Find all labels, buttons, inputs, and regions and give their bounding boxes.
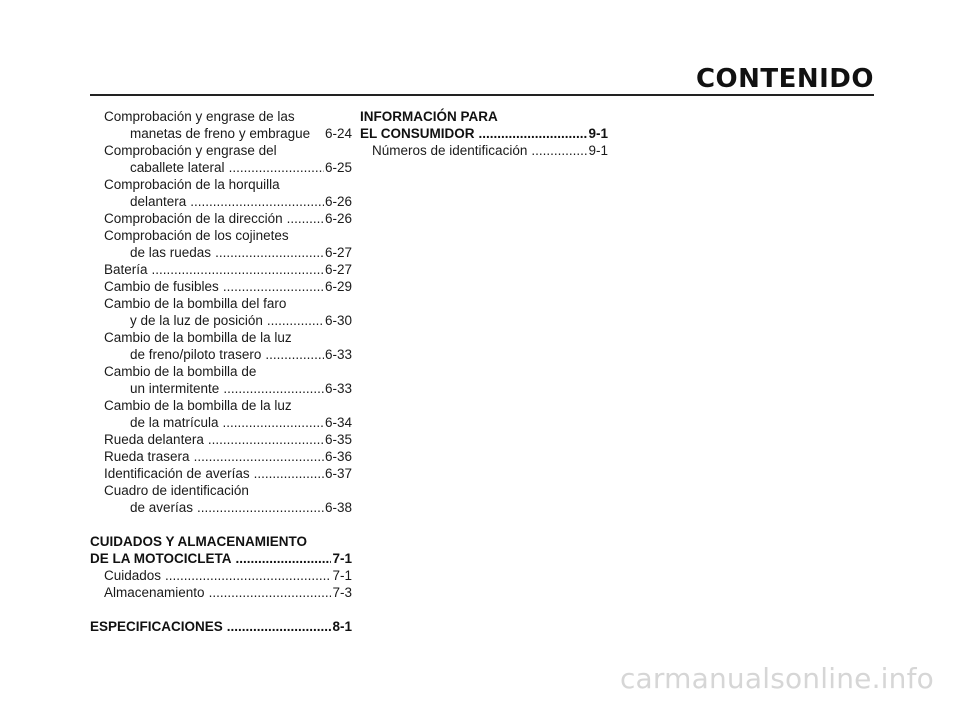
toc-leader-dots: [208, 431, 324, 448]
toc-page-number: 6-36: [324, 449, 352, 464]
toc-entry-comprobacion-de-la-direccion[interactable]: [90, 210, 352, 227]
toc-entry-text: Cambio de la bombilla de: [104, 364, 257, 379]
toc-entry-rueda-trasera[interactable]: [90, 448, 352, 465]
toc-entry-text: Comprobación de los cojinetes: [104, 228, 289, 243]
toc-entry-el-consumidor[interactable]: [360, 125, 608, 142]
toc-entry-y-de-la-luz-de-posicion[interactable]: [90, 312, 352, 329]
toc-leader-dots: [223, 278, 324, 295]
toc-entry-de-la-matricula[interactable]: [90, 414, 352, 431]
page-title: CONTENIDO: [695, 64, 874, 94]
toc-entry-label: y de la luz de posición: [130, 313, 263, 328]
toc-entry-label: caballete lateral: [130, 160, 225, 175]
toc-leader-dots: [479, 125, 588, 142]
toc-entry-label: Comprobación de la dirección: [104, 211, 283, 226]
toc-entry-de-averias[interactable]: [90, 499, 352, 516]
toc-entry-bateria[interactable]: [90, 261, 352, 278]
toc-entry-label: DE LA MOTOCICLETA: [90, 551, 232, 566]
toc-page-number: 6-37: [324, 466, 352, 481]
toc-page-number: 7-1: [332, 551, 352, 566]
toc-entry-label: de la matrícula: [130, 415, 219, 430]
toc-page-number: 6-35: [324, 432, 352, 447]
toc-leader-dots: [190, 193, 324, 210]
toc-entry-text: Comprobación de la horquilla: [104, 177, 280, 192]
toc-leader-dots: [215, 244, 324, 261]
section-gap: [90, 516, 352, 533]
toc-entry-almacenamiento[interactable]: [90, 584, 352, 601]
toc-page-number: 7-3: [332, 585, 352, 600]
toc-page-number: 9-1: [588, 126, 608, 141]
toc-entry-label: Almacenamiento: [104, 585, 205, 600]
toc-entry-label: Rueda delantera: [104, 432, 204, 447]
toc-entry-caballete-lateral[interactable]: [90, 159, 352, 176]
toc-page-number: 6-27: [324, 245, 352, 260]
toc-leader-dots: [531, 142, 587, 159]
toc-entry-label: de freno/piloto trasero: [130, 347, 262, 362]
toc-entry-label: manetas de freno y embrague: [130, 126, 311, 141]
toc-leader-dots: [152, 261, 324, 278]
toc-leader-dots: [194, 448, 324, 465]
toc-entry-un-intermitente[interactable]: [90, 380, 352, 397]
toc-leader-dots: [223, 414, 324, 431]
toc-entry-de-freno-piloto-trasero[interactable]: [90, 346, 352, 363]
toc-page-number: 6-38: [324, 500, 352, 515]
toc-entry-de-las-ruedas[interactable]: [90, 244, 352, 261]
toc-entry-text: Comprobación y engrase del: [104, 143, 277, 158]
toc-entry-label: Identificación de averías: [104, 466, 250, 481]
toc-entry-delantera[interactable]: [90, 193, 352, 210]
toc-entry-text: Comprobación y engrase de las: [104, 109, 295, 124]
toc-page-number: 6-25: [324, 160, 352, 175]
section-gap: [90, 601, 352, 618]
toc-entry-label: ESPECIFICACIONES: [90, 619, 223, 634]
toc-page-number: 6-33: [324, 347, 352, 362]
toc-page-number: 6-26: [324, 194, 352, 209]
toc-right-column: [360, 108, 608, 159]
toc-entry-text: Cuadro de identificación: [104, 483, 249, 498]
toc-entry-label: Cuidados: [104, 568, 162, 583]
toc-entry-label: Cambio de fusibles: [104, 279, 219, 294]
toc-entry-numeros-de-identificacion[interactable]: [360, 142, 608, 159]
toc-leader-dots: [287, 210, 324, 227]
toc-leader-dots: [227, 618, 332, 635]
toc-left-column: [90, 108, 352, 635]
toc-leader-dots: [165, 567, 331, 584]
toc-page-number: 6-34: [324, 415, 352, 430]
toc-entry-label: EL CONSUMIDOR: [360, 126, 475, 141]
toc-page-number: 8-1: [332, 619, 352, 634]
watermark-text: carmanualsonline.info: [619, 662, 934, 695]
toc-entry-label: de averías: [130, 500, 194, 515]
toc-leader-dots: [209, 584, 332, 601]
toc-entry-label: un intermitente: [130, 381, 220, 396]
toc-section-heading: CUIDADOS Y ALMACENAMIENTO: [90, 534, 308, 549]
toc-page-number: 6-24: [324, 126, 352, 141]
toc-page-number: 6-26: [324, 211, 352, 226]
toc-page-number: 6-33: [324, 381, 352, 396]
toc-entry-label: delantera: [130, 194, 187, 209]
toc-leader-dots: [236, 550, 332, 567]
toc-entry-especificaciones[interactable]: [90, 618, 352, 635]
toc-entry-identificacion-de-averias[interactable]: [90, 465, 352, 482]
toc-leader-dots: [254, 465, 324, 482]
toc-entry-cambio-de-fusibles[interactable]: [90, 278, 352, 295]
toc-entry-label: Batería: [104, 262, 148, 277]
toc-section-heading: INFORMACIÓN PARA: [360, 109, 498, 124]
toc-page-number: 9-1: [588, 143, 608, 158]
toc-page-number: 6-29: [324, 279, 352, 294]
toc-leader-dots: [229, 159, 324, 176]
title-divider: [90, 94, 874, 96]
toc-entry-label: Números de identificación: [372, 143, 528, 158]
toc-entry-cuidados[interactable]: [90, 567, 352, 584]
toc-leader-dots: [265, 346, 324, 363]
toc-entry-text: Cambio de la bombilla del faro: [104, 296, 287, 311]
toc-entry-manetas-de-freno-y-embrague[interactable]: [90, 125, 352, 142]
toc-entry-de-la-motocicleta[interactable]: [90, 550, 352, 567]
toc-entry-rueda-delantera[interactable]: [90, 431, 352, 448]
toc-leader-dots: [223, 380, 324, 397]
toc-entry-text: Cambio de la bombilla de la luz: [104, 330, 292, 345]
toc-page-number: 6-30: [324, 313, 352, 328]
toc-leader-dots: [267, 312, 324, 329]
toc-page-number: 7-1: [332, 568, 352, 583]
toc-entry-label: Rueda trasera: [104, 449, 190, 464]
toc-leader-dots: [197, 499, 324, 516]
toc-entry-label: de las ruedas: [130, 245, 212, 260]
toc-entry-text: Cambio de la bombilla de la luz: [104, 398, 292, 413]
toc-page-number: 6-27: [324, 262, 352, 277]
